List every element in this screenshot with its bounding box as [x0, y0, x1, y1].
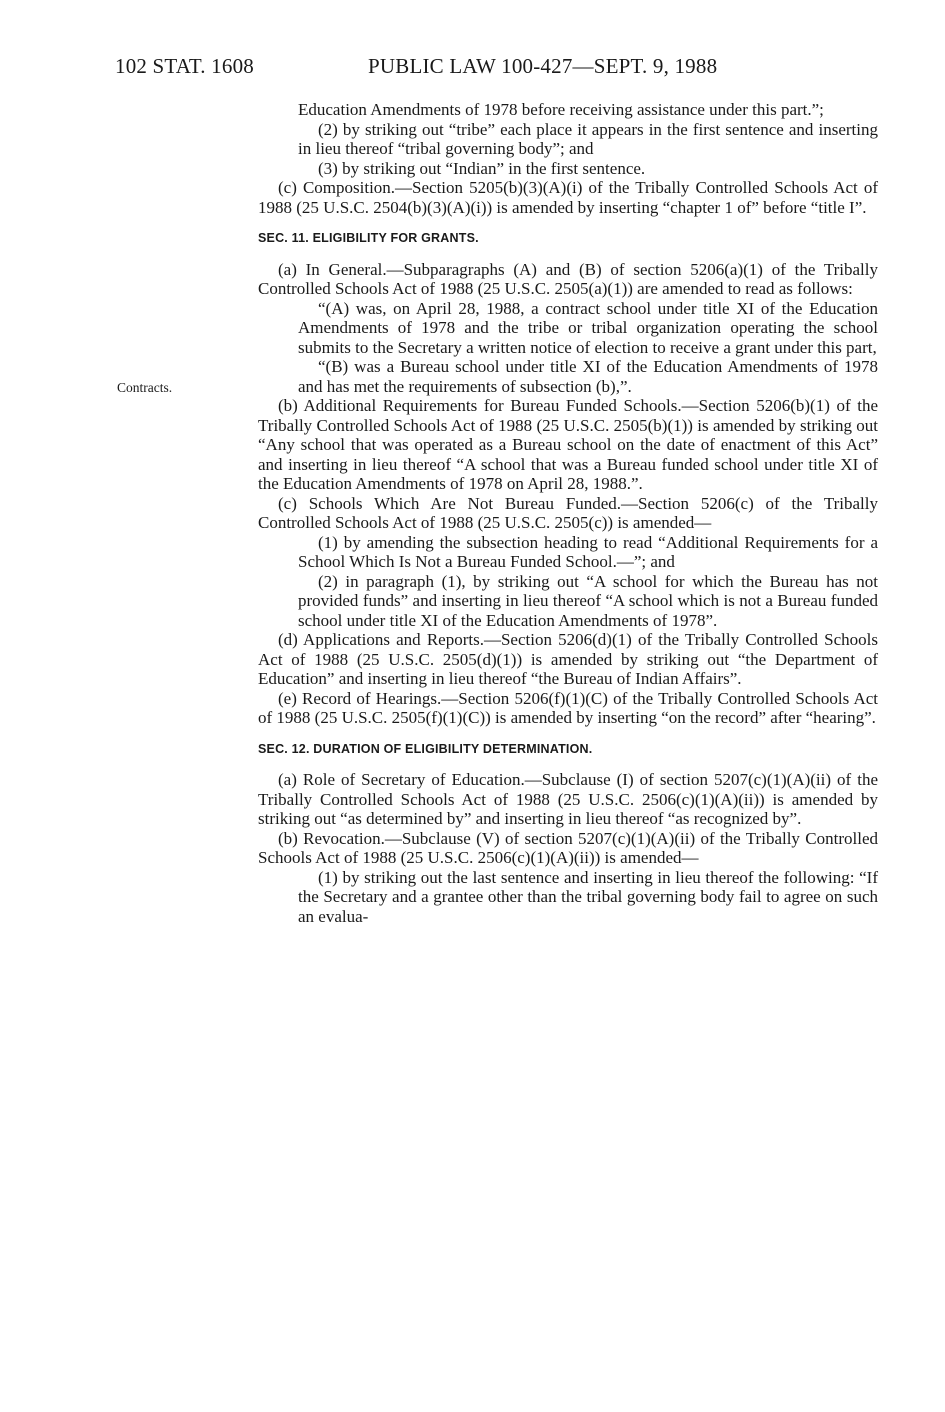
subsection-b-additional-requirements: (b) Additional Requirements for Bureau Funded Schools.—Section 5206(b)(1) of the Tribally Controlled Schools Act of 1988 (25 U.S.C. 2505(b)(1)) is amended by striking out “Any school that was operated as a Bureau school on the date of enactment of this Act” and inserting in lieu thereof “A school that was a Bureau funded school under title XI of the Education Amendments of 1978 on April 28, 1988.”.: [258, 396, 878, 493]
subsection-c-schools-not-bureau-funded: (c) Schools Which Are Not Bureau Funded.—Section 5206(c) of the Tribally Controlled Schools Act of 1988 (25 U.S.C. 2505(c)) is amended—: [258, 493, 878, 532]
clause-1-last-sentence: (1) by striking out the last sentence and inserting in lieu thereof the following: “If the Secretary and a grantee other than the tribal governing body fail to agree on such an evalua-: [298, 867, 878, 926]
clause-2: (2) by striking out “tribe” each place it appears in the first sentence and inserting in lieu thereof “tribal governing body”; and: [298, 119, 878, 158]
clause-1-heading-amendment: (1) by amending the subsection heading to read “Additional Requirements for a School Which Is Not a Bureau Funded School.—”; and: [298, 532, 878, 571]
margin-note-contracts: Contracts.: [117, 380, 173, 395]
subsection-e-record-of-hearings: (e) Record of Hearings.—Section 5206(f)(1)(C) of the Tribally Controlled Schools Act of 1988 (25 U.S.C. 2505(f)(1)(C)) is amended by inserting “on the record” after “hearing”.: [258, 688, 878, 727]
subsection-c-composition: (c) Composition.—Section 5205(b)(3)(A)(i) of the Tribally Controlled Schools Act of 1988 (25 U.S.C. 2504(b)(3)(A)(i)) is amended by inserting “chapter 1 of” before “title I”.: [258, 178, 878, 217]
stat-page-number: 102 STAT. 1608: [115, 54, 254, 78]
public-law-title: PUBLIC LAW 100-427—SEPT. 9, 1988: [368, 54, 718, 78]
quoted-clause-a: “(A) was, on April 28, 1988, a contract school under title XI of the Education Amendments of 1978 and the tribe or tribal organization operating the school submits to the Secretary a written notice of election to receive a grant under this part,: [298, 298, 878, 357]
subsection-d-applications-reports: (d) Applications and Reports.—Section 5206(d)(1) of the Tribally Controlled Schools Act of 1988 (25 U.S.C. 2505(d)(1)) is amended by striking out “the Department of Education” and inserting in lieu thereof “the Bureau of Indian Affairs”.: [258, 630, 878, 688]
clause-3: (3) by striking out “Indian” in the first sentence.: [318, 158, 646, 178]
subsection-a-in-general: (a) In General.—Subparagraphs (A) and (B) of section 5206(a)(1) of the Tribally Controlled Schools Act of 1988 (25 U.S.C. 2505(a)(1)) are amended to read as follows:: [258, 259, 878, 298]
section-heading-11: SEC. 11. ELIGIBILITY FOR GRANTS.: [258, 231, 479, 245]
quoted-clause-b: “(B) was a Bureau school under title XI of the Education Amendments of 1978 and has met the requirements of subsection (b),”.: [298, 357, 878, 396]
paragraph-continuation: Education Amendments of 1978 before receiving assistance under this part.”;: [298, 100, 824, 119]
clause-2-paragraph-amendment: (2) in paragraph (1), by striking out “A school for which the Bureau has not provided funds” and inserting in lieu thereof “A school which is not a Bureau funded school under title XI of the Education Amendments of 1978”.: [298, 571, 878, 630]
subsection-a-role-of-secretary: (a) Role of Secretary of Education.—Subclause (I) of section 5207(c)(1)(A)(ii) of the Tribally Controlled Schools Act of 1988 (25 U.S.C. 2506(c)(1)(A)(ii)) is amended by striking out “as determined by” and inserting in lieu thereof “as recognized by”.: [258, 770, 878, 828]
document-body: [258, 100, 878, 926]
section-heading-12: SEC. 12. DURATION OF ELIGIBILITY DETERMINATION.: [258, 741, 593, 756]
subsection-b-revocation: (b) Revocation.—Subclause (V) of section 5207(c)(1)(A)(ii) of the Tribally Controlled Schools Act of 1988 (25 U.S.C. 2506(c)(1)(A)(ii)) is amended—: [258, 828, 878, 867]
